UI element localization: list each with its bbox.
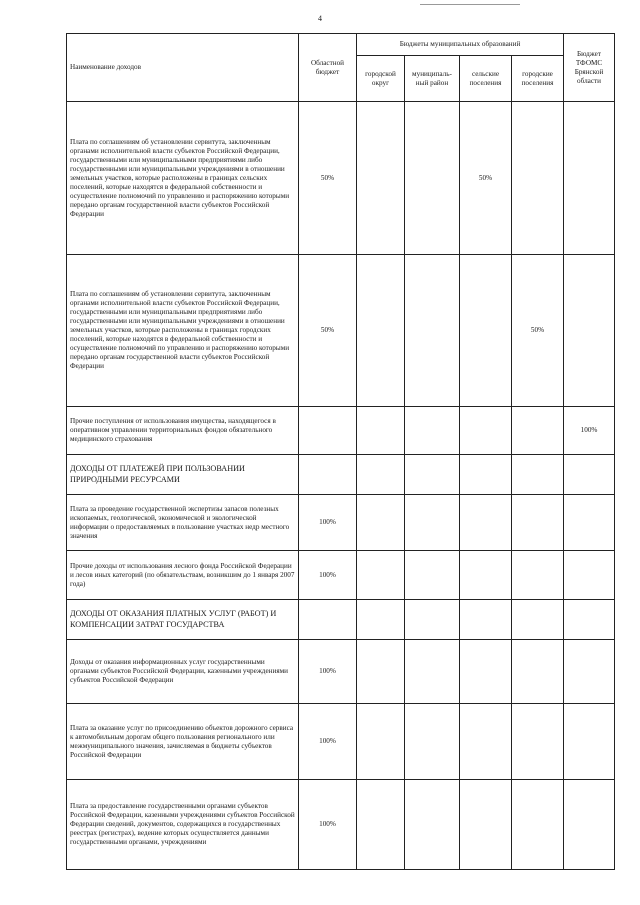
revenue-distribution-table <box>66 33 615 870</box>
empty-cell <box>460 600 512 640</box>
regional-share: 50% <box>299 255 357 407</box>
revenue-name: Плата за оказание услуг по присоединению объектов дорожного сервиса к автомобильным дорогам общего пользования регионального или межмуниципального значения, зачисляемая в бюджеты субъектов Российской Федерации <box>67 704 299 780</box>
urban-settlements-share <box>512 495 564 551</box>
urban-settlements-share <box>512 780 564 870</box>
municipal-district-share <box>405 495 460 551</box>
header-municipal-budgets: Бюджеты муниципальных образований <box>357 34 564 56</box>
rural-settlements-share <box>460 780 512 870</box>
urban-district-share <box>357 780 405 870</box>
regional-share: 100% <box>299 495 357 551</box>
table-row <box>67 704 615 780</box>
section-row <box>67 455 615 495</box>
urban-district-share <box>357 704 405 780</box>
scan-edge-line <box>420 4 520 5</box>
regional-share: 100% <box>299 551 357 600</box>
tfoms-share <box>564 640 615 704</box>
revenue-name: Плата за проведение государственной экспертизы запасов полезных ископаемых, геологической, экономической и экологической информации о предоставляемых в пользование участках недр местного значения <box>67 495 299 551</box>
municipal-district-share <box>405 551 460 600</box>
section-title: ДОХОДЫ ОТ ПЛАТЕЖЕЙ ПРИ ПОЛЬЗОВАНИИ ПРИРОДНЫМИ РЕСУРСАМИ <box>67 455 299 495</box>
table-row <box>67 407 615 455</box>
empty-cell <box>564 455 615 495</box>
empty-cell <box>299 600 357 640</box>
tfoms-share <box>564 551 615 600</box>
urban-district-share <box>357 407 405 455</box>
rural-settlements-share <box>460 255 512 407</box>
regional-share: 100% <box>299 780 357 870</box>
regional-share: 50% <box>299 102 357 255</box>
empty-cell <box>405 455 460 495</box>
rural-settlements-share <box>460 551 512 600</box>
empty-cell <box>357 600 405 640</box>
tfoms-share <box>564 780 615 870</box>
municipal-district-share <box>405 704 460 780</box>
tfoms-share: 100% <box>564 407 615 455</box>
header-name: Наименование доходов <box>67 34 299 102</box>
regional-share <box>299 407 357 455</box>
page-number: 4 <box>318 14 322 23</box>
table-row <box>67 255 615 407</box>
header-urban-district: городской округ <box>357 56 405 102</box>
rural-settlements-share: 50% <box>460 102 512 255</box>
urban-district-share <box>357 551 405 600</box>
revenue-name: Плата по соглашениям об установлении сервитута, заключенным органами исполнительной власти субъектов Российской Федерации, государственными или муниципальными предприятиями либо государственными или муниципальными учреждениями в отношении земельных участков, которые расположены в границах сельских поселений, которые находятся в федеральной собственности и осуществление полномочий по управлению и распоряжению которыми передано органам государственной власти субъектов Российской Федерации <box>67 102 299 255</box>
header-urban-settlements: городские поселения <box>512 56 564 102</box>
revenue-name: Доходы от оказания информационных услуг государственными органами субъектов Российской Федерации, казенными учреждениями субъектов Российской Федерации <box>67 640 299 704</box>
empty-cell <box>564 600 615 640</box>
table-row <box>67 551 615 600</box>
revenue-name: Прочие доходы от использования лесного фонда Российской Федерации и лесов иных категорий (по обязательствам, возникшим до 1 января 2007 года) <box>67 551 299 600</box>
urban-settlements-share <box>512 704 564 780</box>
header-row-1 <box>67 34 615 56</box>
table-row <box>67 495 615 551</box>
header-rural-settlements: сельские поселения <box>460 56 512 102</box>
empty-cell <box>357 455 405 495</box>
section-title: ДОХОДЫ ОТ ОКАЗАНИЯ ПЛАТНЫХ УСЛУГ (РАБОТ) И КОМПЕНСАЦИИ ЗАТРАТ ГОСУДАРСТВА <box>67 600 299 640</box>
table-row <box>67 640 615 704</box>
urban-settlements-share <box>512 551 564 600</box>
urban-district-share <box>357 495 405 551</box>
municipal-district-share <box>405 780 460 870</box>
section-row <box>67 600 615 640</box>
rural-settlements-share <box>460 495 512 551</box>
municipal-district-share <box>405 255 460 407</box>
urban-district-share <box>357 255 405 407</box>
header-tfoms-budget: Бюджет ТФОМС Брянской области <box>564 34 615 102</box>
rural-settlements-share <box>460 407 512 455</box>
tfoms-share <box>564 255 615 407</box>
urban-settlements-share: 50% <box>512 255 564 407</box>
urban-settlements-share <box>512 640 564 704</box>
revenue-name: Прочие поступления от использования имущества, находящегося в оперативном управлении территориальных фондов обязательного медицинского страхования <box>67 407 299 455</box>
rural-settlements-share <box>460 704 512 780</box>
regional-share: 100% <box>299 704 357 780</box>
tfoms-share <box>564 102 615 255</box>
empty-cell <box>299 455 357 495</box>
municipal-district-share <box>405 640 460 704</box>
urban-district-share <box>357 640 405 704</box>
municipal-district-share <box>405 407 460 455</box>
table-row <box>67 780 615 870</box>
tfoms-share <box>564 495 615 551</box>
empty-cell <box>460 455 512 495</box>
urban-settlements-share <box>512 407 564 455</box>
empty-cell <box>405 600 460 640</box>
urban-settlements-share <box>512 102 564 255</box>
header-regional-budget: Областной бюджет <box>299 34 357 102</box>
municipal-district-share <box>405 102 460 255</box>
rural-settlements-share <box>460 640 512 704</box>
regional-share: 100% <box>299 640 357 704</box>
revenue-name: Плата за предоставление государственными органами субъектов Российской Федерации, казенными учреждениями субъектов Российской Федерации сведений, документов, содержащихся в государственных реестрах (регистрах), ведение которых осуществляется данными государственными органами, учреждениями <box>67 780 299 870</box>
revenue-name: Плата по соглашениям об установлении сервитута, заключенным органами исполнительной власти субъектов Российской Федерации, государственными или муниципальными предприятиями либо государственными или муниципальными учреждениями в отношении земельных участков, которые расположены в границах городских поселений, которые находятся в федеральной собственности и осуществление полномочий по управлению и распоряжению которыми передано органам государственной власти субъектов Российской Федерации <box>67 255 299 407</box>
table-row <box>67 102 615 255</box>
header-municipal-district: муниципаль-ный район <box>405 56 460 102</box>
empty-cell <box>512 455 564 495</box>
tfoms-share <box>564 704 615 780</box>
urban-district-share <box>357 102 405 255</box>
empty-cell <box>512 600 564 640</box>
